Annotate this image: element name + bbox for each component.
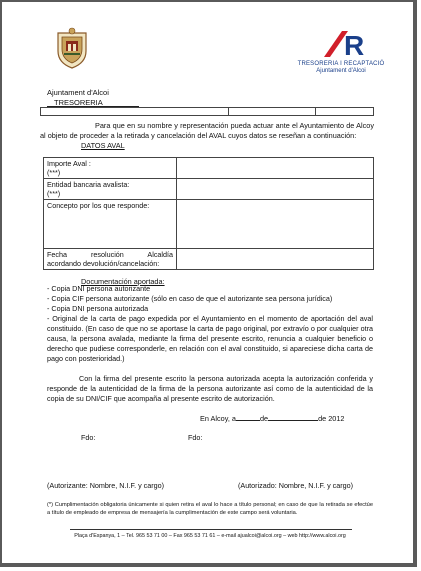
signature-right-label: Fdo:	[188, 433, 203, 442]
date-line: En Alcoy, a de de 2012	[200, 414, 345, 423]
autorizante-caption: (Autorizante: Nombre, N.I.F. y cargo)	[47, 481, 165, 490]
footnote: (*) Cumplimentación obligatoria únicamente si quien retira el aval lo hace a título personal; en caso de que la retirada se efectúe a título de empleado de empresa de mensajería la cumplimentación de este campo será voluntaria.	[47, 502, 373, 516]
doc-item: - Copia DNI persona autorizada	[47, 304, 149, 313]
datos-aval-heading: DATOS AVAL	[81, 141, 125, 150]
importe-field[interactable]	[177, 158, 374, 179]
reference-box[interactable]	[229, 108, 316, 116]
documentation-heading: Documentación aportada:	[81, 277, 165, 286]
autorizado-caption: (Autorizado: Nombre, N.I.F. y cargo)	[238, 481, 354, 490]
tresoreria-logo-icon	[318, 27, 374, 61]
aval-table	[43, 157, 374, 270]
concepto-field[interactable]	[177, 200, 374, 249]
signature-left-label: Fdo:	[81, 433, 96, 442]
month-blank[interactable]	[268, 420, 318, 421]
doc-item: - Copia DNI persona autorizante	[47, 284, 151, 293]
department-name: Ajuntament d'Alcoi	[47, 88, 109, 97]
reference-box[interactable]	[316, 108, 374, 116]
logo-subtitle: Ajuntament d'Alcoi	[316, 68, 366, 74]
fecha-resolucion-field[interactable]	[177, 249, 374, 270]
logo-letter: R	[344, 30, 365, 61]
doc-item-original: - Original de la carta de pago expedida por el Ayuntamiento en el momento de aportación del aval constituido. (En caso de que no se aportase la carta de pago original, por extravío o por cualquier otra causa, la persona avalada, mediante la firma del presente escrito, renuncia a cualquier beneficio o derecho que pudiese corresponderle, en relación con el aval constituido, si apareciese dicha carta de pago con posterioridad.)	[47, 314, 373, 363]
reference-box[interactable]	[41, 108, 229, 116]
section-name: TRESORERIA	[54, 98, 103, 107]
city-crest-icon	[54, 27, 90, 69]
logo-title: TRESORERIA I RECAPTACIÓ	[297, 61, 385, 67]
footer-contact: Plaça d'Espanya, 1 – Tel. 965 53 71 00 – Fax 965 53 71 61 – e-mail ajualcoi@alcoi.org – web http://www.alcoi.org	[74, 533, 346, 539]
fecha-resolucion-label: Fecha resolución Alcaldía acordando devolución/cancelación:	[44, 249, 177, 270]
doc-item: - Copia CIF persona autorizante (sólo en caso de que el autorizante sea persona jurídica)	[47, 294, 333, 303]
concepto-label: Concepto por los que responde:	[44, 200, 177, 249]
importe-label: Importe Aval : (***)	[44, 158, 177, 179]
day-blank[interactable]	[236, 420, 260, 421]
entidad-field[interactable]	[177, 179, 374, 200]
footer-divider	[70, 529, 352, 530]
reference-boxes	[40, 107, 374, 116]
confirmation-paragraph: Con la firma del presente escrito la persona autorizada acepta la autorización conferida y responde de la autenticidad de la firma de la persona autorizante así como de la autenticidad de la copia de su DNI/CIF que acompaña al presente escrito de autorización.	[47, 374, 373, 403]
intro-paragraph: Para que en su nombre y representación pueda actuar ante el Ayuntamiento de Alcoy al objeto de proceder a la retirada y cancelación del AVAL cuyos datos se reseñan a continuación:	[40, 121, 374, 140]
entidad-label: Entidad bancaria avalista: (***)	[44, 179, 177, 200]
